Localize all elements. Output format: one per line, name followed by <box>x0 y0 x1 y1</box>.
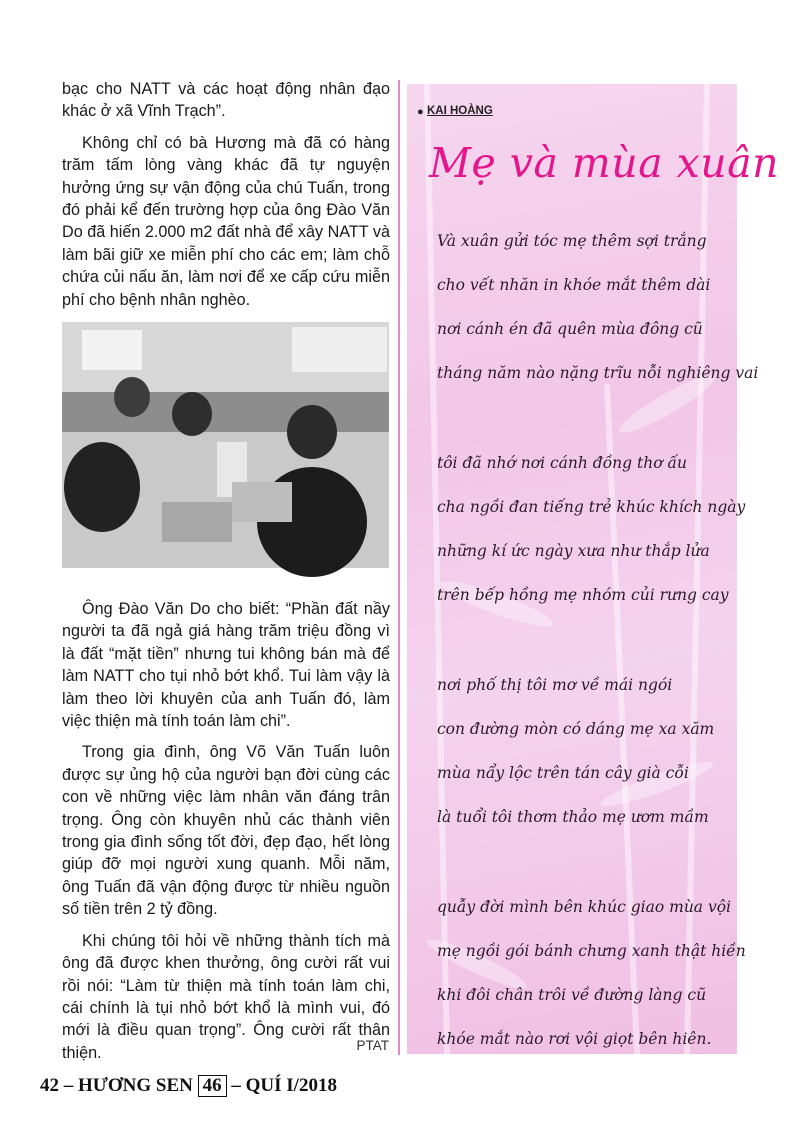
poem-author: KAI HOÀNG <box>427 105 493 117</box>
article-paragraph: Không chỉ có bà Hương mà đã có hàng trăm tấm lòng vàng khác đã tự nguyện hưởng ứng sự vận động của chú Tuấn, trong đó phải kể đến trường hợp của ông Đào Văn Do đã hiến 2.000 m2 đất nhà để xây NATT và làm bãi giữ xe miễn phí cho các em; làm chỗ chứa củi nấu ăn, làm nơi để xe cấp cứu miễn phí cho bệnh nhân nghèo. <box>62 133 390 309</box>
poem-line: nơi cánh én đã quên mùa đông cũ <box>437 320 703 338</box>
article-paragraph: Khi chúng tôi hỏi về những thành tích mà ông đã được khen thưởng, ông cười rất vui rồi nói: “Làm từ thiện mà tính toán làm chi, cái chính là tụi nhỏ bớt khổ là mình vui, đó mới là điều quan trọng”. Ông cười rất thân thiện. <box>62 931 390 1062</box>
stanza-gap <box>437 395 737 441</box>
poem-line: trên bếp hồng mẹ nhóm củi rưng cay <box>437 586 729 604</box>
poem-line: Và xuân gửi tóc mẹ thêm sợi trắng <box>437 232 707 250</box>
poem-line: con đường mòn có dáng mẹ xa xăm <box>437 720 715 738</box>
poem-line: tháng năm nào nặng trĩu nỗi nghiêng vai <box>437 364 759 382</box>
article-paragraph: bạc cho NATT và các hoạt động nhân đạo khác ở xã Vĩnh Trạch”. <box>62 80 390 121</box>
poem-line: là tuổi tôi thơm thảo mẹ ươm mầm <box>437 808 709 826</box>
poem-line: cha ngồi đan tiếng trẻ khúc khích ngày <box>437 498 746 516</box>
article-paragraph: Trong gia đình, ông Võ Văn Tuấn luôn được sự ủng hộ của người bạn đời cùng các con về những việc làm nhân văn đáng trân trọng. Ông còn khuyên nhủ các thành viên trong gia đình sống tốt đời, đẹp đạo, hết lòng giúp đỡ mọi người xung quanh. Mỗi năm, ông Tuấn đã vận động được từ nhiều nguồn số tiền trên 2 tỷ đồng. <box>62 743 390 919</box>
poem-line: tôi đã nhớ nơi cánh đồng thơ ấu <box>437 454 687 472</box>
magazine-name: – HƯƠNG SEN <box>63 1075 193 1096</box>
poem-line: khóe mắt nào rơi vội giọt bên hiên. <box>437 1030 712 1048</box>
poem-line: cho vết nhăn in khóe mắt thêm dài <box>437 276 711 294</box>
column-divider <box>398 80 400 1055</box>
poem-line: mùa nẩy lộc trên tán cây già cỗi <box>437 764 689 782</box>
poem-line: quẫy đời mình bên khúc giao mùa vội <box>437 898 732 916</box>
article-signature: PTAT <box>356 1038 389 1053</box>
article-column-bottom <box>62 598 390 1073</box>
poem-title: Mẹ và mùa xuân <box>429 139 780 187</box>
stanza-gap <box>437 617 737 663</box>
poem-panel <box>407 84 780 1054</box>
article-photo <box>62 322 389 568</box>
poem-body <box>437 219 759 1061</box>
stanza-gap <box>437 839 737 885</box>
issue-period: – QUÍ I/2018 <box>231 1075 337 1096</box>
poem-line: nơi phố thị tôi mơ về mái ngói <box>437 676 673 694</box>
article-paragraph: Ông Đào Văn Do cho biết: “Phần đất nầy người ta đã ngả giá hàng trăm triệu đồng vì là đất “mặt tiền” nhưng tui không bán mà để làm NATT cho tụi nhỏ bớt khổ. Tui làm vậy là làm theo lời khuyên của anh Tuấn đó, làm việc thiện mà tính toán làm chi”. <box>62 600 390 731</box>
poem-line: mẹ ngồi gói bánh chưng xanh thật hiền <box>437 942 746 960</box>
bullet-icon: ● <box>417 106 424 118</box>
poem-line: những kí ức ngày xưa như thắp lửa <box>437 542 710 560</box>
issue-number: 46 <box>198 1075 227 1097</box>
page-number: 42 <box>40 1075 59 1096</box>
page-footer <box>40 1075 337 1097</box>
article-column-top <box>62 78 390 320</box>
children-eating-photo <box>62 322 389 568</box>
poem-line: khi đôi chân trôi về đường làng cũ <box>437 986 707 1004</box>
